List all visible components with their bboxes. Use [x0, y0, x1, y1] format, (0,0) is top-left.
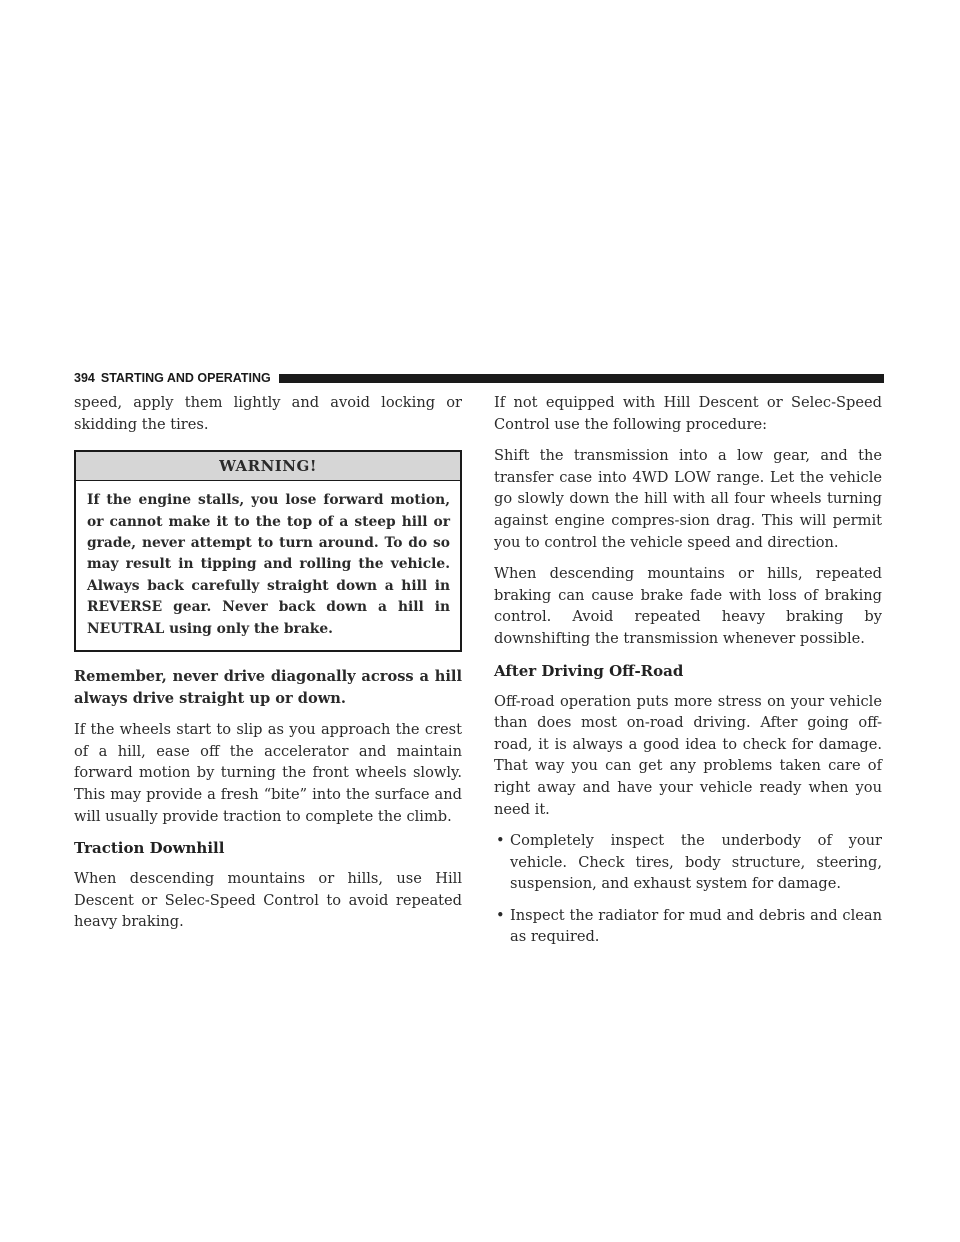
section-title: STARTING AND OPERATING [100, 371, 271, 385]
traction-downhill-heading: Traction Downhill [74, 839, 225, 858]
page-number: 394 [74, 371, 95, 385]
warning-title: WARNING! [76, 452, 460, 481]
after-driving-heading: After Driving Off-Road [494, 661, 684, 680]
shift-paragraph: Shift the transmission into a low gear, and the transfer case into 4WD LOW range. Let the vehicle go slowly down the hill with all four wheels turning against engine compres-sion drag. This will permit you to control the vehicle speed and direction. [494, 447, 882, 551]
inspection-list [494, 830, 882, 948]
list-item-text: Inspect the radiator for mud and debris and clean as required. [510, 906, 882, 946]
traction-paragraph: When descending mountains or hills, use Hill Descent or Selec-Speed Control to avoid repeated heavy braking. [74, 870, 462, 931]
warning-body: If the engine stalls, you lose forward motion, or cannot make it to the top of a steep hill or grade, never attempt to turn around. To do so may result in tipping and rolling the vehicle. Always back carefully straight down a hill in REVERSE gear. Never back down a hill in NEUTRAL using only the brake. [87, 492, 450, 637]
header-rule [279, 374, 884, 383]
list-item-text: Completely inspect the underbody of your vehicle. Check tires, body structure, steering, suspension, and exhaust system for damage. [510, 832, 882, 893]
right-column [494, 392, 882, 958]
page-header [74, 371, 884, 385]
warning-box [74, 450, 462, 652]
descending-paragraph: When descending mountains or hills, repeated braking can cause brake fade with loss of braking control. Avoid repeated heavy braking by downshifting the transmission whenever possible. [494, 565, 882, 647]
remember-paragraph: Remember, never drive diagonally across a hill always drive straight up or down. [74, 668, 462, 707]
bullet-icon: • [496, 906, 505, 924]
left-column [74, 392, 462, 943]
list-item [494, 830, 882, 895]
intro-paragraph: speed, apply them lightly and avoid locking or skidding the tires. [74, 394, 462, 433]
after-paragraph: Off-road operation puts more stress on your vehicle than does most on-road driving. After going off-road, it is always a good idea to check for damage. That way you can get any problems taken care of right away and have your vehicle ready when you need it. [494, 692, 882, 818]
wheels-paragraph: If the wheels start to slip as you approach the crest of a hill, ease off the accelerator and maintain forward motion by turning the front wheels slowly. This may provide a fresh “bite” into the surface and will usually provide traction to complete the climb. [74, 721, 462, 825]
bullet-icon: • [496, 832, 505, 850]
not-equipped-paragraph: If not equipped with Hill Descent or Selec-Speed Control use the following procedure: [494, 394, 882, 433]
list-item [494, 905, 882, 948]
